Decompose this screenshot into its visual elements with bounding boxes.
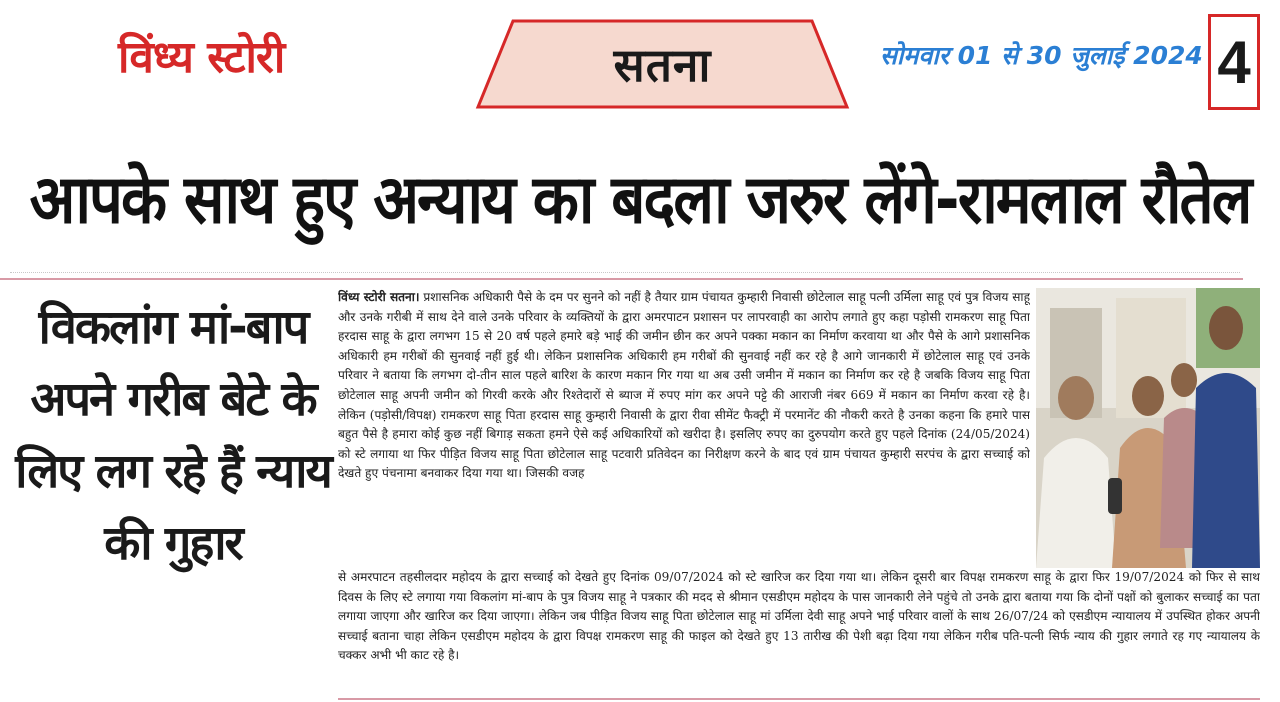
article-text-part1: प्रशासनिक अधिकारी पैसे के दम पर सुनने को नहीं है तैयार ग्राम पंचायत कुम्हारी निवासी छोटेलाल साहू पत्नी उर्मिला साहू एवं पुत्र विजय साहू और उनके गरीबी में साथ देने वाले उनके परिवार के व्यक्तियों के द्वारा अमरपाटन प्रशासन पर लापरवाही का आरोप लगाते हुए कहा पड़ोसी रामकरण साहू पिता हरदास साहू के द्वारा लगभग 15 से 20 वर्ष पहले हमारे बड़े भाई की जमीन छीन कर अपने पक्का मकान का निर्माण करवाया था और पैसे के आगे प्रशासनिक अधिकारी हम गरीबों की सुनवाई नहीं हुई थी। लेकिन प्रशासनिक अधिकारी हम गरीबों की सुनवाई नहीं कर रहे है आगे जानकारी में छोटेलाल साहू एवं उनके परिवार ने बताया कि लगभग दो-तीन साल पहले बारिश के कारण मकान गिर गया था अब उसी जमीन में मकान का निर्माण कर रहे है जबकि विजय साहू पिता छोटेलाल साहू अपनी जमीन को गिरवी करके और रिश्तेदारों से ब्याज में रुपए मांग कर अपने पट्टे की आराजी नंबर 669 में मकान का निर्माण करवा रहे है। लेकिन (पड़ोसी/विपक्ष) रामकरण साहू पिता हरदास साहू कुम्हारी निवासी के द्वारा रीवा सीमेंट फैक्ट्री में परमानेंट की नौकरी करते है उनका कहना कि हमारे पास बहुत पैसे है हमारा कोई कुछ नहीं बिगाड़ सकता हमने ऐसे कई अधिकारियों को खरीदा है। इसलिए रुपए का दुरुपयोग करते हुए पहले दिनांक (24/05/2024) को स्टे लगाया था फिर पीड़ित विजय साहू पिता छोटेलाल साहू पटवारी प्रतिवेदन का निरीक्षण करने के बाद एवं ग्राम पंचायत कुम्हारी सरपंच के द्वारा सच्चाई को देखते हुए पंचनामा बनवाकर दिया गया था। जिसकी वजह [338,290,1030,481]
issue-date: सोमवार 01 से 30 जुलाई 2024 [880,41,1203,70]
article-text-part2: से अमरपाटन तहसीलदार महोदय के द्वारा सच्चाई को देखते हुए दिनांक 09/07/2024 को स्टे खारिज कर दिया गया था। लेकिन दूसरी बार विपक्ष रामकरण साहू के द्वारा फिर 19/07/2024 को फिर से साथ दिवस के लिए स्टे लगाया गया विकलांग मां-बाप के पुत्र विजय साहू ने पत्रकार की मदद से श्रीमान एसडीएम महोदय के पास जानकारी लेने पहुंचे तो उनके द्वारा बताया गया कि दोनों पक्षों को बुलाकर सच्चाई का पता लगाया जाएगा और खारिज कर दिया जाएगा। लेकिन जब पीड़ित विजय साहू पिता छोटेलाल साहू मां उर्मिला देवी साहू अपने भाई परिवार वालों के साथ 26/07/24 को एसडीएम न्यायालय में उपस्थित होकर अपनी सच्चाई बताना चाहा लेकिन एसडीएम महोदय के द्वारा विपक्ष रामकरण साहू की फाइल को देखते हुए 13 तारीख की पेशी बढ़ा दिया गया लेकिन गरीब पति-पत्नी सिर्फ न्याय की गुहार लगाते रह गए न्यायालय के चक्कर अभी भी काट रहे है। [338,570,1260,663]
news-photo [1036,288,1260,568]
section-label: सतना [613,38,712,92]
article-body [338,288,1030,566]
section-banner [475,18,850,110]
masthead-name: विंध्य स्टोरी [118,32,285,83]
headline-divider [0,278,1243,280]
page-number: 4 [1208,14,1260,110]
bottom-rule [338,698,1260,700]
article-body-continued [338,568,1260,692]
dotted-rule [10,272,1240,273]
photo-people-icon [1036,288,1260,568]
article-dateline: विंध्य स्टोरी सतना। [338,290,420,304]
subheadline: विकलांग मां-बाप अपने गरीब बेटे के लिए लग रहे हैं न्याय की गुहार [15,300,331,571]
headline: आपके साथ हुए अन्याय का बदला जरुर लेंगे-रामलाल रौतेल [29,160,1251,240]
